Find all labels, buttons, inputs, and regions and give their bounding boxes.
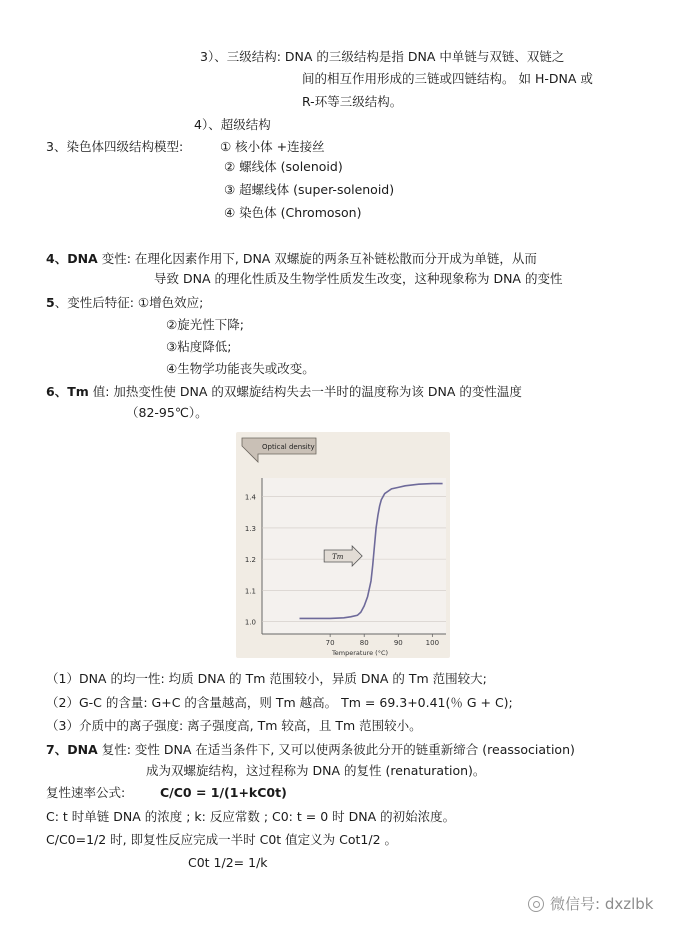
x-tick-label: 80: [359, 639, 369, 647]
section-7-title: [46, 741, 575, 759]
x-axis-label: Temperature (°C): [331, 649, 389, 657]
section-4-number: 4、DNA: [46, 251, 98, 266]
line-25: C0t 1/2= 1/k: [188, 855, 268, 870]
line-12: ②旋光性下降;: [166, 317, 244, 332]
line-22: 复性速率公式:: [46, 785, 126, 800]
renaturation-formula: C/C0 = 1/(1+kC0t): [160, 785, 287, 800]
line-23: C: t 时单链 DNA 的浓度 ; k: 反应常数 ; C0: t = 0 时 DNA 的初始浓度。: [46, 809, 456, 824]
section-5-text: 、变性后特征: ①增色效应;: [54, 295, 204, 310]
line-16: （82-95℃）。: [126, 405, 208, 420]
wechat-icon: [528, 896, 544, 912]
melting-curve-chart: [236, 432, 450, 658]
y-tick-label: 1.2: [244, 556, 256, 565]
section-6-title: [46, 383, 522, 401]
melting-curve-figure: [236, 432, 450, 658]
section-7-number: 7、DNA: [46, 742, 98, 757]
section-5-number: 5: [46, 295, 55, 310]
y-tick-label: 1.4: [244, 493, 256, 502]
line-04: 4）、超级结构: [194, 117, 271, 132]
line-19: （3）介质中的离子强度: 离子强度高, Tm 较高，且 Tm 范围较小。: [46, 718, 422, 733]
line-07: ③ 超螺线体 (super-solenoid): [224, 182, 395, 197]
line-06: ② 螺线体 (solenoid): [224, 159, 343, 174]
x-tick-label: 70: [325, 639, 335, 647]
y-tick-label: 1.3: [244, 524, 256, 533]
line-05: 3、染色体四级结构模型:: [46, 139, 184, 154]
line-13: ③粘度降低;: [166, 339, 232, 354]
section-4-title: [46, 250, 537, 268]
line-17: （1）DNA 的均一性: 均质 DNA 的 Tm 范围较小，异质 DNA 的 Tm 范围较大;: [46, 671, 487, 686]
section-6-number: 6、Tm: [46, 384, 89, 399]
line-10: 导致 DNA 的理化性质及生物学性质发生改变，这种现象称为 DNA 的变性: [154, 271, 563, 286]
x-tick-label: 100: [425, 639, 440, 647]
section-6-text: 值: 加热变性使 DNA 的双螺旋结构失去一半时的温度称为该 DNA 的变性温度: [88, 384, 522, 399]
tm-annotation: Tm: [332, 553, 344, 561]
section-4-text: 变性: 在理化因素作用下, DNA 双螺旋的两条互补链松散而分开成为单链，从而: [97, 251, 537, 266]
watermark: [528, 893, 653, 914]
line-21: 成为双螺旋结构，这过程称为 DNA 的复性 (renaturation)。: [146, 763, 486, 778]
line-01: 3）、三级结构: DNA 的三级结构是指 DNA 中单链与双链、双链之: [200, 49, 565, 64]
x-tick-label: 90: [393, 639, 403, 647]
section-5-title: [46, 294, 203, 312]
line-02: 间的相互作用形成的三链或四链结构。 如 H-DNA 或: [302, 71, 593, 86]
section-7-text: 复性: 变性 DNA 在适当条件下, 又可以使两条彼此分开的链重新缔合 (reassociation): [97, 742, 575, 757]
line-14: ④生物学功能丧失或改变。: [166, 361, 315, 376]
line-03: R-环等三级结构。: [302, 94, 403, 109]
watermark-text: 微信号: dxzlbk: [550, 895, 654, 913]
line-18: （2）G-C 的含量: G+C 的含量越高，则 Tm 越高。 Tm = 69.3+0.41(％ G + C);: [46, 695, 513, 710]
line-05a: ① 核小体 +连接丝: [220, 139, 325, 154]
y-tick-label: 1.1: [244, 587, 256, 596]
y-axis-label: Optical density: [262, 443, 315, 451]
line-08: ④ 染色体 (Chromoson): [224, 205, 362, 220]
y-tick-label: 1.0: [244, 618, 256, 627]
line-24: C/C0=1/2 时, 即复性反应完成一半时 C0t 值定义为 Cot1/2 。: [46, 832, 398, 847]
